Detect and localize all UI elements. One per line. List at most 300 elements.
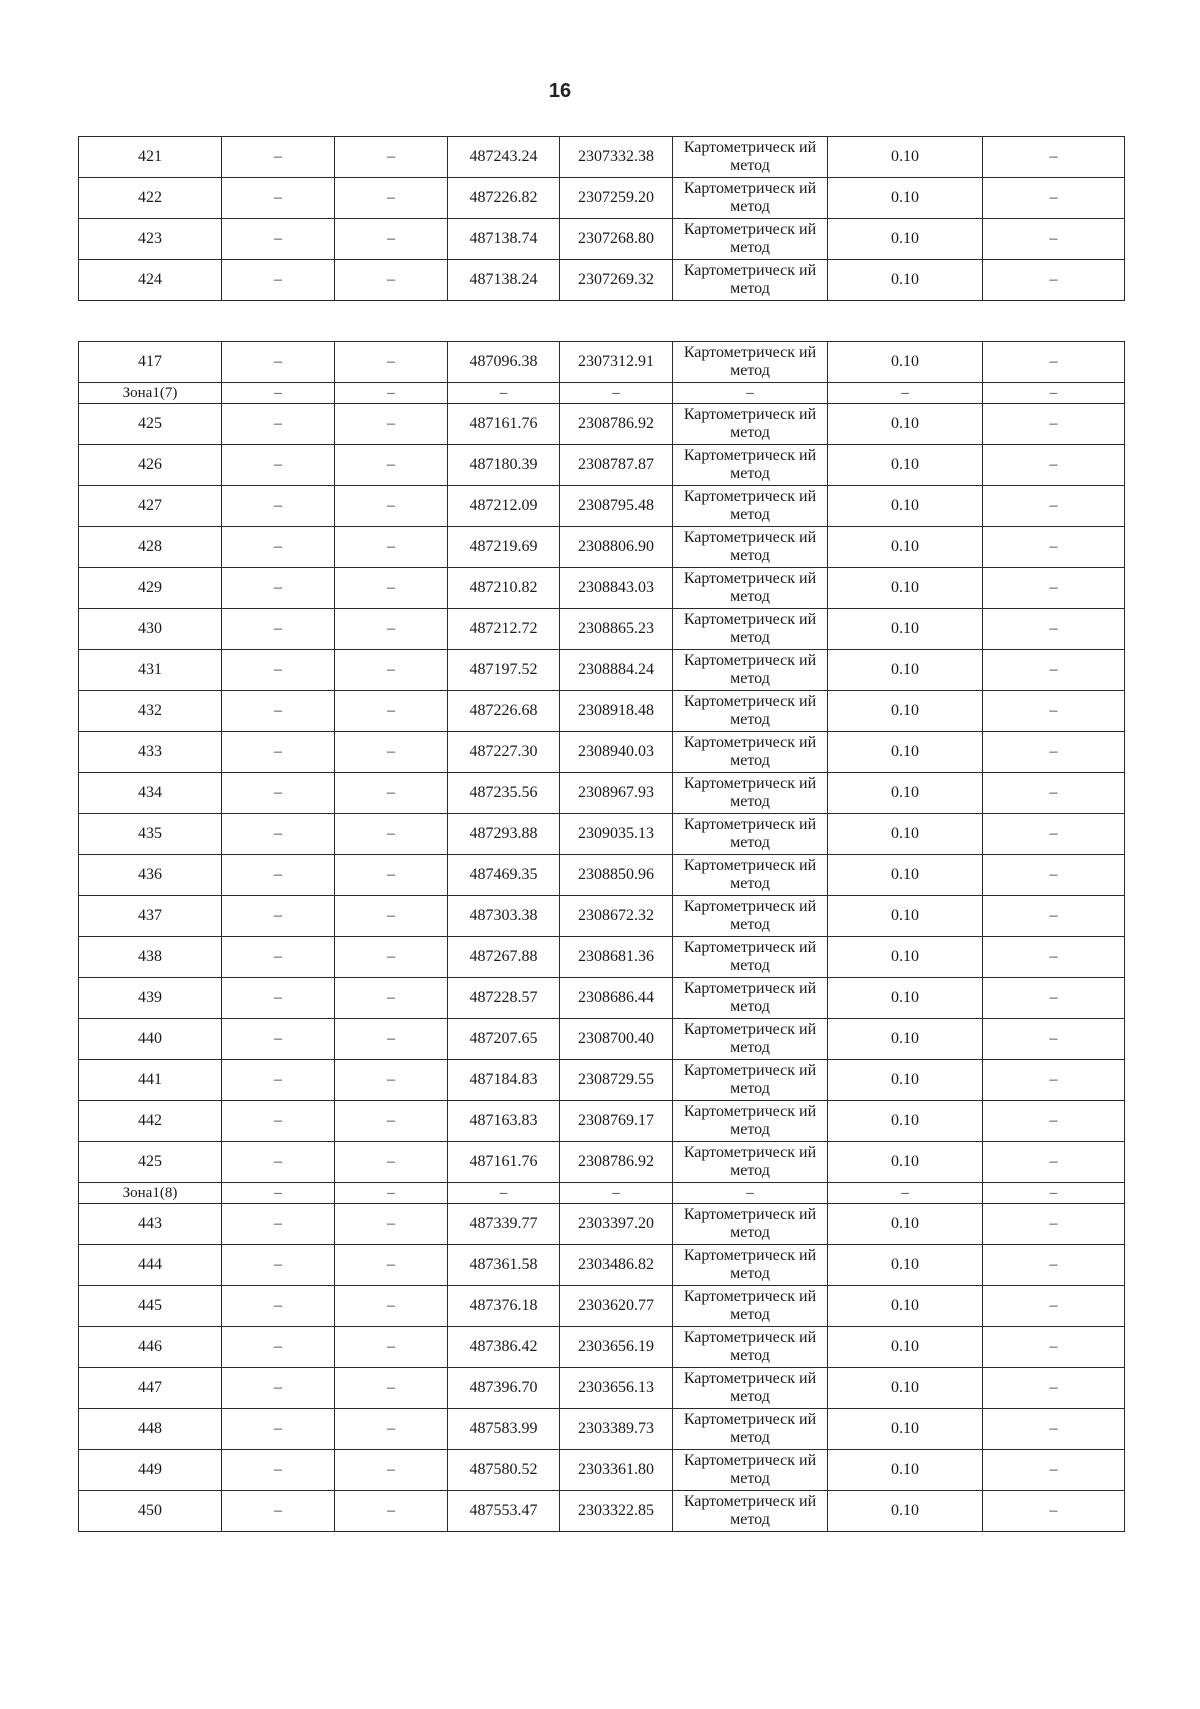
empty-value-cell: – bbox=[983, 568, 1125, 609]
empty-value-cell: – bbox=[335, 1060, 448, 1101]
x-coordinate-cell: 487161.76 bbox=[448, 1142, 560, 1183]
empty-value-cell: – bbox=[335, 1183, 448, 1204]
empty-value-cell: – bbox=[222, 1245, 335, 1286]
empty-value-cell: – bbox=[983, 178, 1125, 219]
empty-value-cell: – bbox=[335, 137, 448, 178]
point-id-cell: 435 bbox=[79, 814, 222, 855]
accuracy-cell: 0.10 bbox=[828, 260, 983, 301]
empty-value-cell: – bbox=[335, 978, 448, 1019]
empty-value-cell: – bbox=[983, 1142, 1125, 1183]
y-coordinate-cell: 2308918.48 bbox=[560, 691, 673, 732]
empty-value-cell: – bbox=[335, 773, 448, 814]
accuracy-cell: 0.10 bbox=[828, 342, 983, 383]
point-id-cell: 444 bbox=[79, 1245, 222, 1286]
point-id-cell: 434 bbox=[79, 773, 222, 814]
empty-value-cell: – bbox=[983, 1183, 1125, 1204]
empty-value-cell: – bbox=[983, 137, 1125, 178]
accuracy-cell: 0.10 bbox=[828, 1368, 983, 1409]
point-id-cell: 425 bbox=[79, 404, 222, 445]
method-cell: Картометрическ ий метод bbox=[673, 732, 828, 773]
y-coordinate-cell: 2307269.32 bbox=[560, 260, 673, 301]
accuracy-cell: – bbox=[828, 1183, 983, 1204]
x-coordinate-cell: 487243.24 bbox=[448, 137, 560, 178]
empty-value-cell: – bbox=[335, 896, 448, 937]
method-cell: Картометрическ ий метод bbox=[673, 260, 828, 301]
empty-value-cell: – bbox=[222, 568, 335, 609]
x-coordinate-cell: 487361.58 bbox=[448, 1245, 560, 1286]
method-cell: Картометрическ ий метод bbox=[673, 1450, 828, 1491]
empty-value-cell: – bbox=[335, 383, 448, 404]
accuracy-cell: 0.10 bbox=[828, 445, 983, 486]
y-coordinate-cell: 2308884.24 bbox=[560, 650, 673, 691]
empty-value-cell: – bbox=[335, 486, 448, 527]
method-cell: Картометрическ ий метод bbox=[673, 178, 828, 219]
table-row bbox=[79, 260, 1125, 301]
method-cell: Картометрическ ий метод bbox=[673, 814, 828, 855]
empty-value-cell: – bbox=[983, 383, 1125, 404]
point-id-cell: 437 bbox=[79, 896, 222, 937]
table-row bbox=[79, 1060, 1125, 1101]
zone-header-row bbox=[79, 1183, 1125, 1204]
point-id-cell: 438 bbox=[79, 937, 222, 978]
empty-value-cell: – bbox=[335, 178, 448, 219]
x-coordinate-cell: 487396.70 bbox=[448, 1368, 560, 1409]
table-row bbox=[79, 978, 1125, 1019]
empty-value-cell: – bbox=[222, 260, 335, 301]
empty-value-cell: – bbox=[335, 445, 448, 486]
y-coordinate-cell: 2303361.80 bbox=[560, 1450, 673, 1491]
accuracy-cell: 0.10 bbox=[828, 137, 983, 178]
empty-value-cell: – bbox=[335, 937, 448, 978]
empty-value-cell: – bbox=[335, 691, 448, 732]
accuracy-cell: 0.10 bbox=[828, 1204, 983, 1245]
table-row bbox=[79, 1019, 1125, 1060]
empty-value-cell: – bbox=[222, 650, 335, 691]
method-cell: Картометрическ ий метод bbox=[673, 219, 828, 260]
accuracy-cell: 0.10 bbox=[828, 1142, 983, 1183]
empty-value-cell: – bbox=[983, 773, 1125, 814]
x-coordinate-cell: 487235.56 bbox=[448, 773, 560, 814]
x-coordinate-cell: 487553.47 bbox=[448, 1491, 560, 1532]
empty-value-cell: – bbox=[983, 814, 1125, 855]
accuracy-cell: 0.10 bbox=[828, 650, 983, 691]
table-row bbox=[79, 937, 1125, 978]
y-coordinate-cell: 2308865.23 bbox=[560, 609, 673, 650]
table-row bbox=[79, 137, 1125, 178]
y-coordinate-cell: 2309035.13 bbox=[560, 814, 673, 855]
x-coordinate-cell: 487376.18 bbox=[448, 1286, 560, 1327]
table-row bbox=[79, 1245, 1125, 1286]
table-row bbox=[79, 1409, 1125, 1450]
accuracy-cell: 0.10 bbox=[828, 1450, 983, 1491]
accuracy-cell: 0.10 bbox=[828, 219, 983, 260]
table-row bbox=[79, 1491, 1125, 1532]
empty-value-cell: – bbox=[222, 1368, 335, 1409]
empty-value-cell: – bbox=[222, 1183, 335, 1204]
y-coordinate-cell: 2308843.03 bbox=[560, 568, 673, 609]
empty-value-cell: – bbox=[983, 855, 1125, 896]
method-cell: Картометрическ ий метод bbox=[673, 650, 828, 691]
accuracy-cell: 0.10 bbox=[828, 814, 983, 855]
method-cell: Картометрическ ий метод bbox=[673, 1491, 828, 1532]
y-coordinate-cell: – bbox=[560, 1183, 673, 1204]
y-coordinate-cell: 2303322.85 bbox=[560, 1491, 673, 1532]
zone-header-row bbox=[79, 383, 1125, 404]
x-coordinate-cell: 487303.38 bbox=[448, 896, 560, 937]
point-id-cell: 425 bbox=[79, 1142, 222, 1183]
point-id-cell: 443 bbox=[79, 1204, 222, 1245]
empty-value-cell: – bbox=[983, 1491, 1125, 1532]
table-row bbox=[79, 568, 1125, 609]
point-id-cell: 446 bbox=[79, 1327, 222, 1368]
method-cell: – bbox=[673, 1183, 828, 1204]
empty-value-cell: – bbox=[222, 383, 335, 404]
method-cell: Картометрическ ий метод bbox=[673, 937, 828, 978]
accuracy-cell: 0.10 bbox=[828, 732, 983, 773]
empty-value-cell: – bbox=[983, 1327, 1125, 1368]
table-row bbox=[79, 219, 1125, 260]
empty-value-cell: – bbox=[222, 486, 335, 527]
point-id-cell: 432 bbox=[79, 691, 222, 732]
accuracy-cell: 0.10 bbox=[828, 609, 983, 650]
y-coordinate-cell: 2308700.40 bbox=[560, 1019, 673, 1060]
method-cell: Картометрическ ий метод bbox=[673, 978, 828, 1019]
empty-value-cell: – bbox=[335, 1327, 448, 1368]
empty-value-cell: – bbox=[222, 1409, 335, 1450]
accuracy-cell: 0.10 bbox=[828, 404, 983, 445]
empty-value-cell: – bbox=[983, 1245, 1125, 1286]
accuracy-cell: 0.10 bbox=[828, 486, 983, 527]
empty-value-cell: – bbox=[983, 1286, 1125, 1327]
empty-value-cell: – bbox=[983, 445, 1125, 486]
accuracy-cell: 0.10 bbox=[828, 1060, 983, 1101]
point-id-cell: 431 bbox=[79, 650, 222, 691]
method-cell: Картометрическ ий метод bbox=[673, 1327, 828, 1368]
method-cell: Картометрическ ий метод bbox=[673, 1060, 828, 1101]
empty-value-cell: – bbox=[335, 1450, 448, 1491]
table-row bbox=[79, 342, 1125, 383]
y-coordinate-cell: 2303389.73 bbox=[560, 1409, 673, 1450]
empty-value-cell: – bbox=[222, 773, 335, 814]
table-row bbox=[79, 773, 1125, 814]
empty-value-cell: – bbox=[335, 1409, 448, 1450]
table-row bbox=[79, 609, 1125, 650]
point-id-cell: 429 bbox=[79, 568, 222, 609]
y-coordinate-cell: 2308672.32 bbox=[560, 896, 673, 937]
accuracy-cell: 0.10 bbox=[828, 1409, 983, 1450]
empty-value-cell: – bbox=[222, 691, 335, 732]
accuracy-cell: 0.10 bbox=[828, 1491, 983, 1532]
y-coordinate-cell: 2303656.19 bbox=[560, 1327, 673, 1368]
empty-value-cell: – bbox=[335, 342, 448, 383]
point-id-cell: 421 bbox=[79, 137, 222, 178]
accuracy-cell: 0.10 bbox=[828, 527, 983, 568]
empty-value-cell: – bbox=[335, 732, 448, 773]
table-row bbox=[79, 1286, 1125, 1327]
table-row bbox=[79, 1204, 1125, 1245]
point-id-cell: 445 bbox=[79, 1286, 222, 1327]
x-coordinate-cell: – bbox=[448, 1183, 560, 1204]
method-cell: Картометрическ ий метод bbox=[673, 1019, 828, 1060]
x-coordinate-cell: 487386.42 bbox=[448, 1327, 560, 1368]
empty-value-cell: – bbox=[222, 1491, 335, 1532]
y-coordinate-cell: 2303656.13 bbox=[560, 1368, 673, 1409]
method-cell: Картометрическ ий метод bbox=[673, 1204, 828, 1245]
point-id-cell: 448 bbox=[79, 1409, 222, 1450]
method-cell: Картометрическ ий метод bbox=[673, 445, 828, 486]
empty-value-cell: – bbox=[222, 1286, 335, 1327]
point-id-cell: 417 bbox=[79, 342, 222, 383]
accuracy-cell: – bbox=[828, 383, 983, 404]
empty-value-cell: – bbox=[222, 1060, 335, 1101]
accuracy-cell: 0.10 bbox=[828, 773, 983, 814]
accuracy-cell: 0.10 bbox=[828, 1327, 983, 1368]
method-cell: Картометрическ ий метод bbox=[673, 609, 828, 650]
empty-value-cell: – bbox=[222, 342, 335, 383]
empty-value-cell: – bbox=[335, 609, 448, 650]
table-row bbox=[79, 445, 1125, 486]
point-id-cell: 424 bbox=[79, 260, 222, 301]
empty-value-cell: – bbox=[335, 404, 448, 445]
method-cell: Картометрическ ий метод bbox=[673, 1286, 828, 1327]
y-coordinate-cell: 2308686.44 bbox=[560, 978, 673, 1019]
method-cell: Картометрическ ий метод bbox=[673, 773, 828, 814]
table-row bbox=[79, 1327, 1125, 1368]
y-coordinate-cell: 2308729.55 bbox=[560, 1060, 673, 1101]
x-coordinate-cell: 487138.74 bbox=[448, 219, 560, 260]
method-cell: Картометрическ ий метод bbox=[673, 896, 828, 937]
x-coordinate-cell: 487207.65 bbox=[448, 1019, 560, 1060]
empty-value-cell: – bbox=[983, 342, 1125, 383]
point-id-cell: 436 bbox=[79, 855, 222, 896]
method-cell: Картометрическ ий метод bbox=[673, 527, 828, 568]
y-coordinate-cell: 2307259.20 bbox=[560, 178, 673, 219]
empty-value-cell: – bbox=[335, 219, 448, 260]
table-row bbox=[79, 1368, 1125, 1409]
empty-value-cell: – bbox=[222, 937, 335, 978]
empty-value-cell: – bbox=[335, 1019, 448, 1060]
empty-value-cell: – bbox=[222, 1142, 335, 1183]
point-id-cell: 430 bbox=[79, 609, 222, 650]
y-coordinate-cell: 2307332.38 bbox=[560, 137, 673, 178]
x-coordinate-cell: 487228.57 bbox=[448, 978, 560, 1019]
empty-value-cell: – bbox=[335, 568, 448, 609]
x-coordinate-cell: 487197.52 bbox=[448, 650, 560, 691]
accuracy-cell: 0.10 bbox=[828, 1101, 983, 1142]
empty-value-cell: – bbox=[222, 978, 335, 1019]
method-cell: Картометрическ ий метод bbox=[673, 855, 828, 896]
empty-value-cell: – bbox=[222, 137, 335, 178]
empty-value-cell: – bbox=[335, 1204, 448, 1245]
point-id-cell: 439 bbox=[79, 978, 222, 1019]
x-coordinate-cell: 487096.38 bbox=[448, 342, 560, 383]
empty-value-cell: – bbox=[983, 609, 1125, 650]
x-coordinate-cell: 487180.39 bbox=[448, 445, 560, 486]
y-coordinate-cell: 2307268.80 bbox=[560, 219, 673, 260]
x-coordinate-cell: 487184.83 bbox=[448, 1060, 560, 1101]
empty-value-cell: – bbox=[222, 445, 335, 486]
empty-value-cell: – bbox=[222, 178, 335, 219]
coordinates-table-top bbox=[78, 136, 1125, 301]
x-coordinate-cell: 487212.09 bbox=[448, 486, 560, 527]
empty-value-cell: – bbox=[335, 527, 448, 568]
empty-value-cell: – bbox=[335, 1368, 448, 1409]
method-cell: Картометрическ ий метод bbox=[673, 1245, 828, 1286]
method-cell: Картометрическ ий метод bbox=[673, 342, 828, 383]
y-coordinate-cell: 2308769.17 bbox=[560, 1101, 673, 1142]
x-coordinate-cell: 487267.88 bbox=[448, 937, 560, 978]
empty-value-cell: – bbox=[983, 1204, 1125, 1245]
empty-value-cell: – bbox=[222, 219, 335, 260]
empty-value-cell: – bbox=[222, 732, 335, 773]
y-coordinate-cell: 2303620.77 bbox=[560, 1286, 673, 1327]
empty-value-cell: – bbox=[983, 650, 1125, 691]
empty-value-cell: – bbox=[983, 1409, 1125, 1450]
zone-label-cell: Зона1(7) bbox=[79, 383, 222, 404]
table-row bbox=[79, 650, 1125, 691]
empty-value-cell: – bbox=[335, 855, 448, 896]
empty-value-cell: – bbox=[222, 814, 335, 855]
x-coordinate-cell: 487226.82 bbox=[448, 178, 560, 219]
accuracy-cell: 0.10 bbox=[828, 691, 983, 732]
table-row bbox=[79, 814, 1125, 855]
y-coordinate-cell: 2303486.82 bbox=[560, 1245, 673, 1286]
accuracy-cell: 0.10 bbox=[828, 978, 983, 1019]
point-id-cell: 433 bbox=[79, 732, 222, 773]
empty-value-cell: – bbox=[222, 1450, 335, 1491]
empty-value-cell: – bbox=[983, 1368, 1125, 1409]
x-coordinate-cell: 487293.88 bbox=[448, 814, 560, 855]
table-row bbox=[79, 1450, 1125, 1491]
accuracy-cell: 0.10 bbox=[828, 1019, 983, 1060]
method-cell: Картометрическ ий метод bbox=[673, 404, 828, 445]
empty-value-cell: – bbox=[335, 1142, 448, 1183]
method-cell: Картометрическ ий метод bbox=[673, 1101, 828, 1142]
x-coordinate-cell: 487210.82 bbox=[448, 568, 560, 609]
empty-value-cell: – bbox=[983, 1450, 1125, 1491]
empty-value-cell: – bbox=[983, 1101, 1125, 1142]
y-coordinate-cell: 2308967.93 bbox=[560, 773, 673, 814]
x-coordinate-cell: 487339.77 bbox=[448, 1204, 560, 1245]
point-id-cell: 427 bbox=[79, 486, 222, 527]
accuracy-cell: 0.10 bbox=[828, 1286, 983, 1327]
empty-value-cell: – bbox=[222, 404, 335, 445]
x-coordinate-cell: 487469.35 bbox=[448, 855, 560, 896]
empty-value-cell: – bbox=[983, 732, 1125, 773]
empty-value-cell: – bbox=[335, 1101, 448, 1142]
y-coordinate-cell: 2308681.36 bbox=[560, 937, 673, 978]
x-coordinate-cell: 487226.68 bbox=[448, 691, 560, 732]
empty-value-cell: – bbox=[983, 404, 1125, 445]
coordinates-table-main bbox=[78, 341, 1125, 1532]
table-row bbox=[79, 896, 1125, 937]
y-coordinate-cell: 2308806.90 bbox=[560, 527, 673, 568]
empty-value-cell: – bbox=[983, 486, 1125, 527]
empty-value-cell: – bbox=[335, 1245, 448, 1286]
empty-value-cell: – bbox=[983, 1019, 1125, 1060]
y-coordinate-cell: 2308795.48 bbox=[560, 486, 673, 527]
y-coordinate-cell: 2308850.96 bbox=[560, 855, 673, 896]
empty-value-cell: – bbox=[983, 219, 1125, 260]
y-coordinate-cell: 2308786.92 bbox=[560, 1142, 673, 1183]
table-row bbox=[79, 178, 1125, 219]
y-coordinate-cell: 2308940.03 bbox=[560, 732, 673, 773]
empty-value-cell: – bbox=[335, 1286, 448, 1327]
method-cell: Картометрическ ий метод bbox=[673, 137, 828, 178]
empty-value-cell: – bbox=[222, 527, 335, 568]
empty-value-cell: – bbox=[983, 260, 1125, 301]
x-coordinate-cell: 487138.24 bbox=[448, 260, 560, 301]
accuracy-cell: 0.10 bbox=[828, 568, 983, 609]
method-cell: Картометрическ ий метод bbox=[673, 1368, 828, 1409]
point-id-cell: 442 bbox=[79, 1101, 222, 1142]
method-cell: Картометрическ ий метод bbox=[673, 568, 828, 609]
table-row bbox=[79, 486, 1125, 527]
empty-value-cell: – bbox=[222, 1204, 335, 1245]
empty-value-cell: – bbox=[983, 978, 1125, 1019]
table-row bbox=[79, 1142, 1125, 1183]
method-cell: Картометрическ ий метод bbox=[673, 1142, 828, 1183]
zone-label-cell: Зона1(8) bbox=[79, 1183, 222, 1204]
empty-value-cell: – bbox=[983, 896, 1125, 937]
empty-value-cell: – bbox=[222, 896, 335, 937]
x-coordinate-cell: 487219.69 bbox=[448, 527, 560, 568]
accuracy-cell: 0.10 bbox=[828, 855, 983, 896]
empty-value-cell: – bbox=[983, 527, 1125, 568]
y-coordinate-cell: – bbox=[560, 383, 673, 404]
method-cell: Картометрическ ий метод bbox=[673, 1409, 828, 1450]
x-coordinate-cell: 487212.72 bbox=[448, 609, 560, 650]
method-cell: – bbox=[673, 383, 828, 404]
table-row bbox=[79, 1101, 1125, 1142]
table-row bbox=[79, 732, 1125, 773]
x-coordinate-cell: 487227.30 bbox=[448, 732, 560, 773]
empty-value-cell: – bbox=[983, 691, 1125, 732]
point-id-cell: 422 bbox=[79, 178, 222, 219]
point-id-cell: 449 bbox=[79, 1450, 222, 1491]
point-id-cell: 447 bbox=[79, 1368, 222, 1409]
empty-value-cell: – bbox=[983, 937, 1125, 978]
empty-value-cell: – bbox=[222, 855, 335, 896]
accuracy-cell: 0.10 bbox=[828, 896, 983, 937]
accuracy-cell: 0.10 bbox=[828, 178, 983, 219]
point-id-cell: 426 bbox=[79, 445, 222, 486]
page-number: 16 bbox=[548, 80, 572, 102]
empty-value-cell: – bbox=[222, 1019, 335, 1060]
point-id-cell: 450 bbox=[79, 1491, 222, 1532]
empty-value-cell: – bbox=[222, 609, 335, 650]
accuracy-cell: 0.10 bbox=[828, 937, 983, 978]
table-row bbox=[79, 404, 1125, 445]
empty-value-cell: – bbox=[335, 260, 448, 301]
y-coordinate-cell: 2308786.92 bbox=[560, 404, 673, 445]
x-coordinate-cell: 487583.99 bbox=[448, 1409, 560, 1450]
x-coordinate-cell: 487580.52 bbox=[448, 1450, 560, 1491]
point-id-cell: 423 bbox=[79, 219, 222, 260]
table-row bbox=[79, 855, 1125, 896]
method-cell: Картометрическ ий метод bbox=[673, 691, 828, 732]
accuracy-cell: 0.10 bbox=[828, 1245, 983, 1286]
table-row bbox=[79, 691, 1125, 732]
empty-value-cell: – bbox=[335, 1491, 448, 1532]
x-coordinate-cell: – bbox=[448, 383, 560, 404]
point-id-cell: 441 bbox=[79, 1060, 222, 1101]
x-coordinate-cell: 487163.83 bbox=[448, 1101, 560, 1142]
y-coordinate-cell: 2303397.20 bbox=[560, 1204, 673, 1245]
empty-value-cell: – bbox=[222, 1327, 335, 1368]
method-cell: Картометрическ ий метод bbox=[673, 486, 828, 527]
empty-value-cell: – bbox=[335, 814, 448, 855]
